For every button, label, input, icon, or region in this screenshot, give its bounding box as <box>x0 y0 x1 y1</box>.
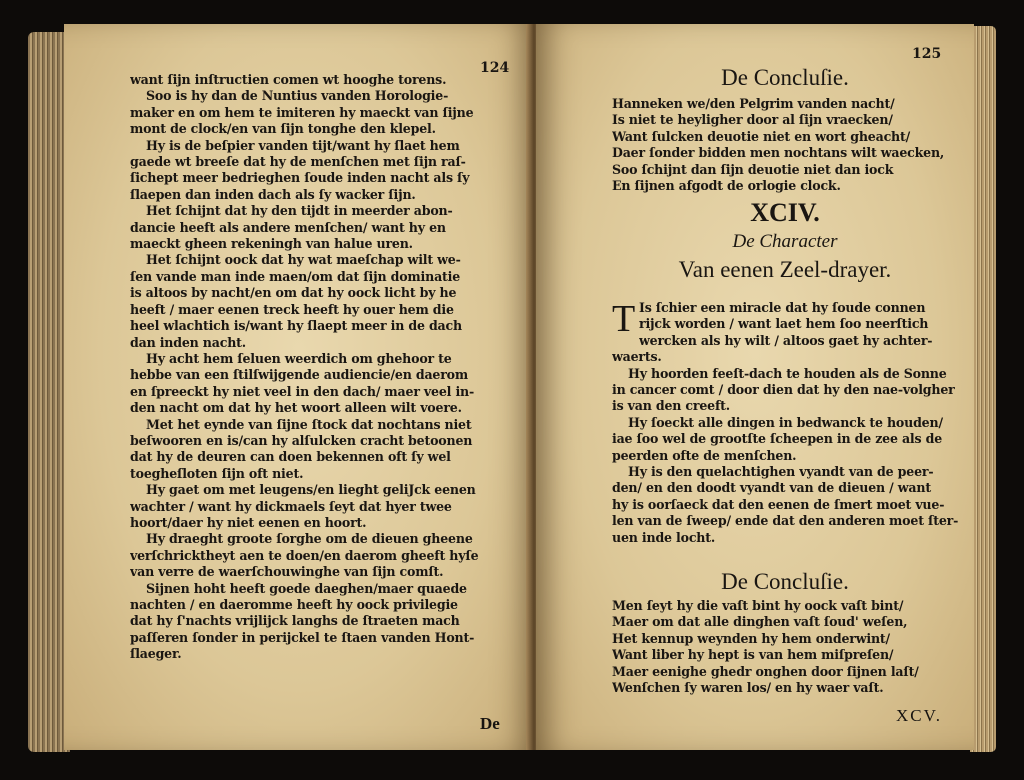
text-line: nachten / en daeromme heeft hy oock privilegie <box>130 597 458 612</box>
text-line: Want ſulcken deuotie niet en wort gheacht/ <box>612 128 911 144</box>
text-line: Hanneken we/den Pelgrim vanden nacht/ <box>612 96 895 111</box>
text-line: Het ſchijnt oock dat hy wat maeſchap wilt we- <box>146 252 461 268</box>
text-line: Hy draeght groote ſorghe om de dieuen gheene <box>146 531 473 547</box>
text-line: ſichept meer bedrieghen ſoude inden nacht als ſy <box>130 170 470 186</box>
section-heading: De Concluſie. <box>721 65 849 90</box>
text-line: van verre de waerſchouwinghe van ſijn comſt. <box>130 564 444 580</box>
text-line: den/ en den doodt vyandt van de dieuen / want <box>612 480 931 496</box>
open-book <box>28 18 996 760</box>
text-line: heel wlachtich is/want hy ſlaept meer in de dach <box>130 318 462 334</box>
text-line: dat hy de deuren can doen bekennen oft ſy wel <box>130 449 451 465</box>
chapter-number: XCIV. <box>750 198 820 227</box>
text-line: En ſijnen afgodt de orlogie clock. <box>612 178 841 194</box>
chapter-title-italic: De Character <box>732 231 838 252</box>
text-line: Wenſchen ſy waren los/ en hy waer vaſt. <box>612 680 884 696</box>
body-text <box>130 72 514 663</box>
text-line: gaede wt breeſe dat hy de menſchen met ſijn raſ- <box>130 154 466 170</box>
text-line: verſchricktheyt aen te doen/en daerom gheeft hyſe <box>130 547 479 563</box>
text-line: Daer ſonder bidden men nochtans wilt waecken, <box>612 145 945 161</box>
text-line: hebbe van een ſtilſwijgende audiencie/en daerom <box>130 367 468 383</box>
text-line: dan inden nacht. <box>130 334 246 350</box>
text-line: len van de ſweep/ ende dat den anderen moet ſter- <box>612 513 958 529</box>
text-line: maker en om hem te imiteren hy maeckt van ſijne <box>130 104 474 120</box>
left-page <box>64 24 534 750</box>
text-line: Hy gaet om met leugens/en lieght geliJck eenen <box>146 482 476 498</box>
text-line: Het kennup weynden hy hem onderwint/ <box>612 630 890 646</box>
text-line: mont de clock/en van ſijn tonghe den klepel. <box>130 121 436 137</box>
text-line: Hy is de beſpier vanden tijt/want hy ſlaet hem <box>146 137 460 153</box>
text-line: waerts. <box>612 349 662 365</box>
text-line: Hy is den quelachtighen vyandt van de peer- <box>628 464 934 480</box>
text-line: Hy acht hem ſeluen weerdich om ghehoor te <box>146 350 452 366</box>
text-line: is altoos by nacht/en om dat hy oock licht by he <box>130 285 457 301</box>
text-line: Met het eynde van ſijne ſtock dat nochtans niet <box>146 416 472 432</box>
text-line: uen inde locht. <box>612 529 716 545</box>
section-heading: De Concluſie. <box>721 569 849 594</box>
verse <box>612 598 958 696</box>
text-line: Want liber hy hept is van hem miſpreſen/ <box>612 647 894 663</box>
text-line: maeckt gheen rekeningh van halue uren. <box>130 236 413 252</box>
text-line: ſlaepen dan inden dach als ſy wacker ſijn. <box>130 186 416 202</box>
text-line: dancie heeft als andere menſchen/ want hy en <box>130 219 446 235</box>
text-line: hoort/daer hy niet eenen en hoort. <box>130 514 367 530</box>
text-line: rijck worden / want laet hem ſoo neerſtich <box>639 316 929 332</box>
text-line: Soo ſchijnt dan ſijn deuotie niet dan iock <box>612 161 894 177</box>
text-line: beſwooren en is/can hy alſulcken cracht betoonen <box>130 432 473 448</box>
text-line: in cancer comt / door dien dat hy den nae-volgher <box>612 382 955 398</box>
text-line: Is ſchier een miracle dat hy ſoude connen <box>639 300 926 315</box>
page-number: 125 <box>912 46 942 62</box>
text-line: Hy hoorden feeſt-dach te houden als de Sonne <box>628 365 947 381</box>
text-line: Men ſeyt hy die vaſt bint hy oock vaſt bint/ <box>612 598 904 613</box>
text-line: Sijnen hoht heeft goede daeghen/maer quaede <box>146 580 467 596</box>
text-line: Is niet te heyligher door al ſijn vraecken/ <box>612 112 893 128</box>
text-line: den nacht om dat hy het woort alleen wilt voere. <box>130 400 462 416</box>
text-line: want ſijn inſtructien comen wt hooghe torens. <box>130 72 447 87</box>
catchword: De <box>480 714 500 733</box>
text-line: Soo is hy dan de Nuntius vanden Horologie- <box>146 88 449 104</box>
text-line: en ſpreeckt hy niet veel in den dach/ maer veel in- <box>130 383 475 399</box>
text-line: iae ſoo wel de grootſte ſcheepen in de zee als de <box>612 431 943 447</box>
text-line: ſlaeger. <box>130 646 182 662</box>
text-line: toegheſloten ſijn oft niet. <box>130 465 304 481</box>
right-page <box>536 24 974 750</box>
text-line: wachter / want hy dickmaels ſeyt dat hyer twee <box>130 498 452 514</box>
text-line: peerden ofte de menſchen. <box>612 447 797 463</box>
text-line: Maer om dat alle dinghen vaſt ſoud' weſen, <box>612 614 908 630</box>
text-line: ſen vande man inde maen/om dat ſijn dominatie <box>130 268 461 284</box>
text-line: dat hy ſ'nachts vrijlijck langhs de ſtraeten mach <box>130 613 460 629</box>
chapter-body <box>612 300 958 546</box>
page-number: 124 <box>480 60 510 76</box>
text-line: Het ſchijnt dat hy den tijdt in meerder abon- <box>146 203 453 219</box>
text-line: hy is oorſaeck dat den eenen de ſmert moet vue- <box>612 496 945 512</box>
text-line: paſſeren ſonder in perijckel te ſtaen vanden Hont- <box>130 629 475 645</box>
text-line: Maer eenighe ghedr onghen door ſijnen laſt/ <box>612 663 919 679</box>
text-line: heeft / maer eenen treck heeft hy ouer hem die <box>130 301 454 317</box>
verse <box>612 96 958 194</box>
drop-cap: T <box>612 298 636 340</box>
text-line: is van den creeft. <box>612 398 730 414</box>
text-line: Hy ſoeckt alle dingen in bedwanck te houden/ <box>628 414 943 430</box>
text-line: wercken als hy wilt / altoos gaet hy achter- <box>639 332 933 348</box>
chapter-title: Van eenen Zeel-drayer. <box>678 257 892 282</box>
catchword: XCV. <box>896 706 942 725</box>
